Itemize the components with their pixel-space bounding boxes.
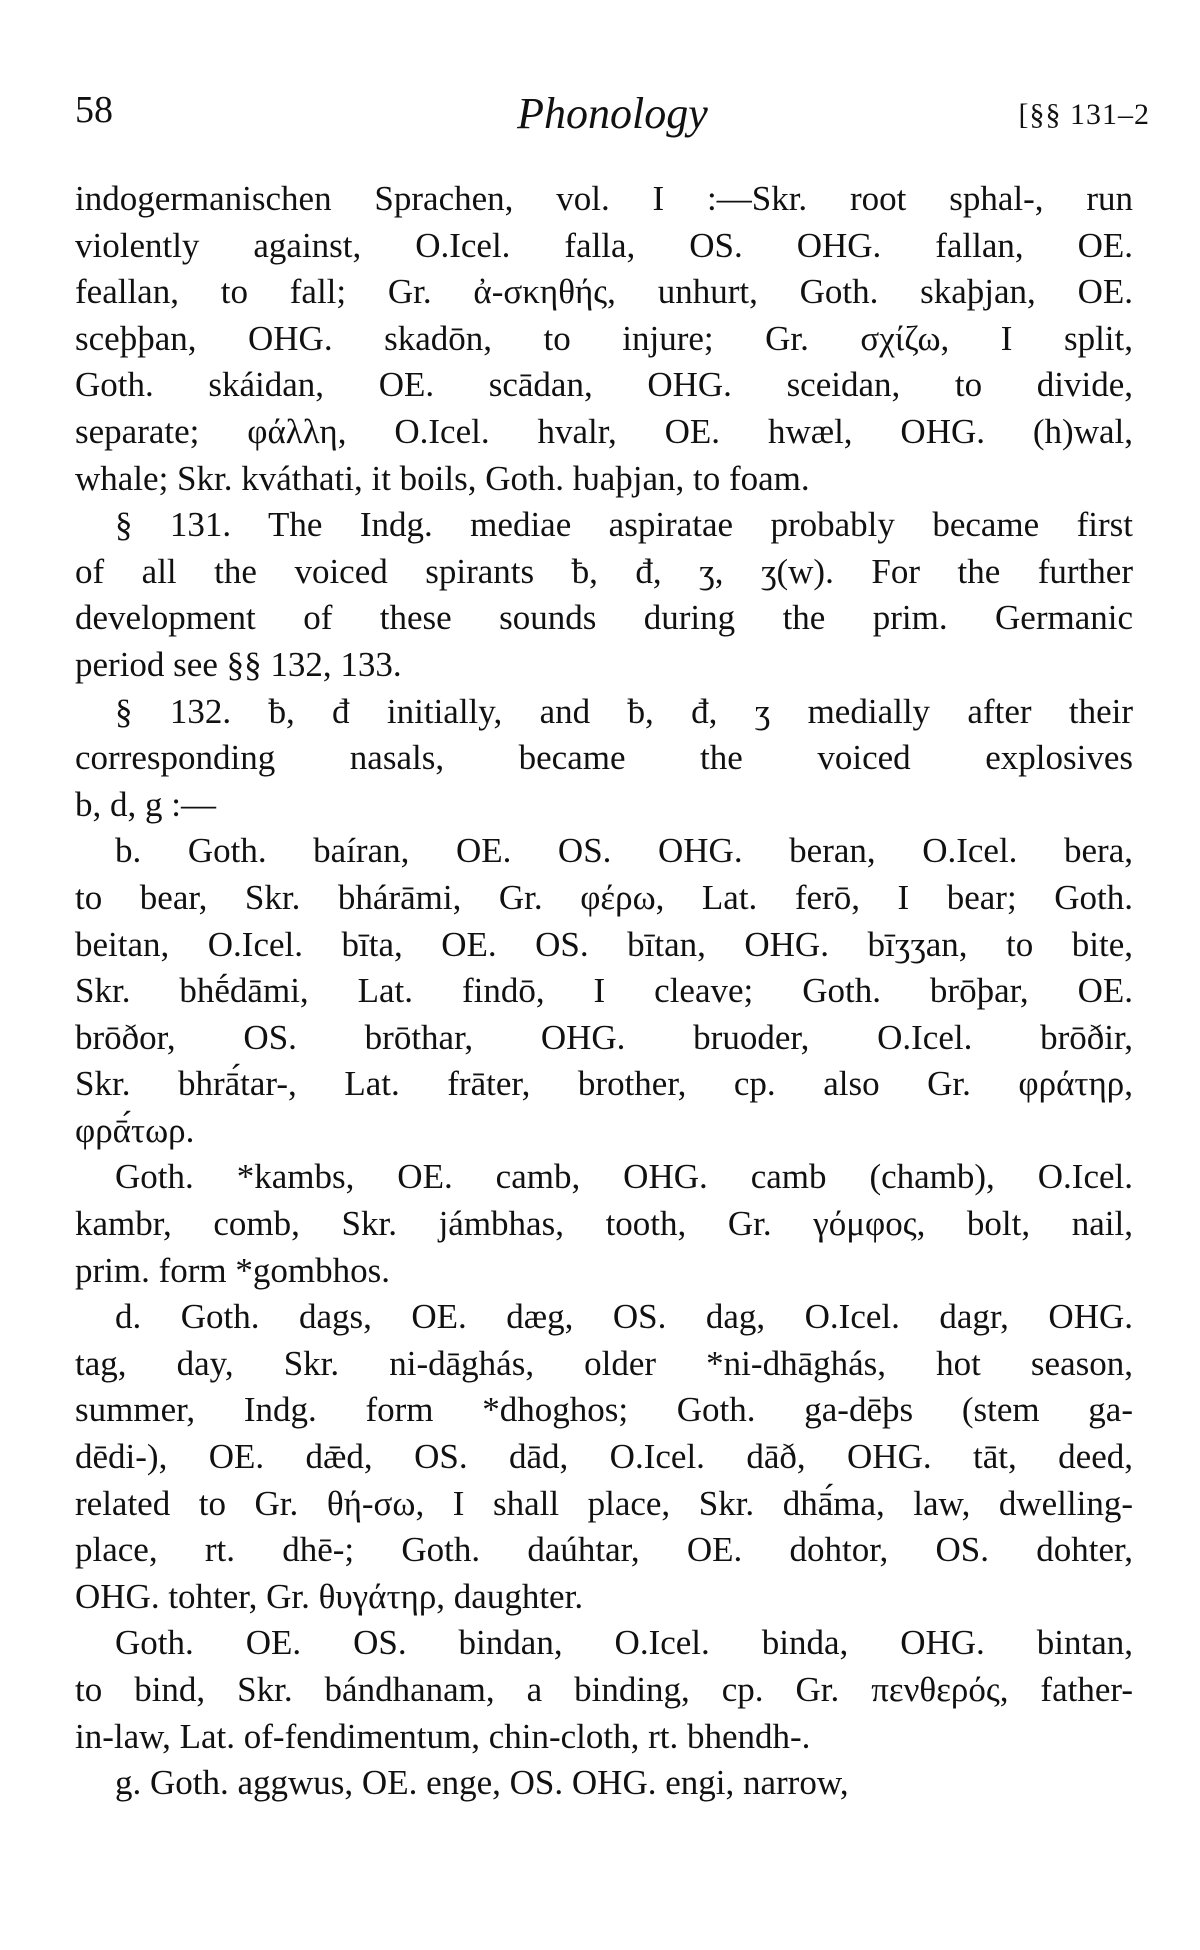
text-line: kambr, comb, Skr. jámbhas, tooth, Gr. γόμφος, bolt, nail,	[75, 1204, 1133, 1244]
text-line: beitan, O.Icel. bīta, OE. OS. bītan, OHG. bīʒʒan, to bite,	[75, 924, 1133, 964]
text-line: b, d, g :—	[75, 784, 216, 824]
body-text	[75, 176, 1133, 1807]
text-line: prim. form *gombhos.	[75, 1250, 390, 1290]
paragraph-continuation	[75, 176, 1133, 502]
text-line: § 131. The Indg. mediae aspiratae probably became first	[115, 505, 1133, 545]
text-line: tag, day, Skr. ni-dāghás, older *ni-dhāghás, hot season,	[75, 1343, 1133, 1383]
text-line: in-law, Lat. of-fendimentum, chin-cloth, rt. bhendh-.	[75, 1716, 811, 1756]
text-line: d. Goth. dags, OE. dæg, OS. dag, O.Icel. dagr, OHG.	[115, 1297, 1133, 1337]
paragraph-section-131	[75, 502, 1133, 688]
text-line: development of these sounds during the prim. Germanic	[75, 598, 1133, 638]
text-line: of all the voiced spirants ƀ, đ, ʒ, ʒ(w). For the further	[75, 551, 1133, 591]
text-line: period see §§ 132, 133.	[75, 644, 402, 684]
text-line: g. Goth. aggwus, OE. enge, OS. OHG. engi, narrow,	[115, 1763, 849, 1803]
text-line: feallan, to fall; Gr. ἀ-σκηθής, unhurt, Goth. skaþjan, OE.	[75, 272, 1133, 312]
text-line: Goth. *kambs, OE. camb, OHG. camb (chamb), O.Icel.	[115, 1157, 1133, 1197]
text-line: indogermanischen Sprachen, vol. I :—Skr. root sphal-, run	[75, 179, 1133, 218]
section-reference: [§§ 131–2	[1018, 98, 1150, 131]
text-line: to bear, Skr. bhárāmi, Gr. φέρω, Lat. ferō, I bear; Goth.	[75, 877, 1133, 917]
text-line: violently against, O.Icel. falla, OS. OHG. fallan, OE.	[75, 225, 1133, 265]
text-line: sceþþan, OHG. skadōn, to injure; Gr. σχίζω, I split,	[75, 318, 1133, 358]
text-line: summer, Indg. form *dhoghos; Goth. ga-dēþs (stem ga-	[75, 1390, 1133, 1430]
text-line: related to Gr. θή-σω, I shall place, Skr. dhā́ma, law, dwelling-	[75, 1483, 1133, 1523]
text-line: Skr. bhrā́tar-, Lat. frāter, brother, cp. also Gr. φράτηρ,	[75, 1064, 1133, 1104]
text-line: place, rt. dhē-; Goth. daúhtar, OE. dohtor, OS. dohter,	[75, 1530, 1133, 1570]
paragraph-g-examples	[75, 1760, 1133, 1807]
text-line: to bind, Skr. bándhanam, a binding, cp. Gr. πενθερός, father-	[75, 1670, 1133, 1709]
page-number: 58	[75, 89, 113, 131]
text-line: separate; φάλλη, O.Icel. hvalr, OE. hwæl, OHG. (h)wal,	[75, 411, 1133, 451]
text-line: dēdi-), OE. dǣd, OS. dād, O.Icel. dāð, OHG. tāt, deed,	[75, 1437, 1133, 1477]
text-line: Goth. skáidan, OE. scādan, OHG. sceidan, to divide,	[75, 365, 1133, 405]
text-line: corresponding nasals, became the voiced explosives	[75, 738, 1133, 778]
paragraph-section-132	[75, 689, 1133, 829]
running-title: Phonology	[517, 89, 708, 138]
paragraph-d-examples	[75, 1294, 1133, 1620]
text-line: whale; Skr. kváthati, it boils, Goth. ƕaþjan, to foam.	[75, 458, 810, 498]
text-line: Skr. bhḗdāmi, Lat. findō, I cleave; Goth. brōþar, OE.	[75, 971, 1133, 1011]
page-header	[75, 88, 1150, 148]
text-line: Goth. OE. OS. bindan, O.Icel. binda, OHG. bintan,	[115, 1623, 1133, 1663]
text-line: § 132. ƀ, đ initially, and ƀ, đ, ʒ medially after their	[115, 691, 1133, 731]
text-line: φρᾱ́τωρ.	[75, 1110, 195, 1150]
text-line: brōðor, OS. brōthar, OHG. bruoder, O.Icel. brōðir,	[75, 1017, 1133, 1057]
text-line: b. Goth. baíran, OE. OS. OHG. beran, O.Icel. bera,	[115, 831, 1133, 871]
paragraph-kambs	[75, 1154, 1133, 1294]
paragraph-b-examples	[75, 828, 1133, 1154]
text-line: OHG. tohter, Gr. θυγάτηρ, daughter.	[75, 1576, 584, 1616]
paragraph-bindan	[75, 1620, 1133, 1760]
